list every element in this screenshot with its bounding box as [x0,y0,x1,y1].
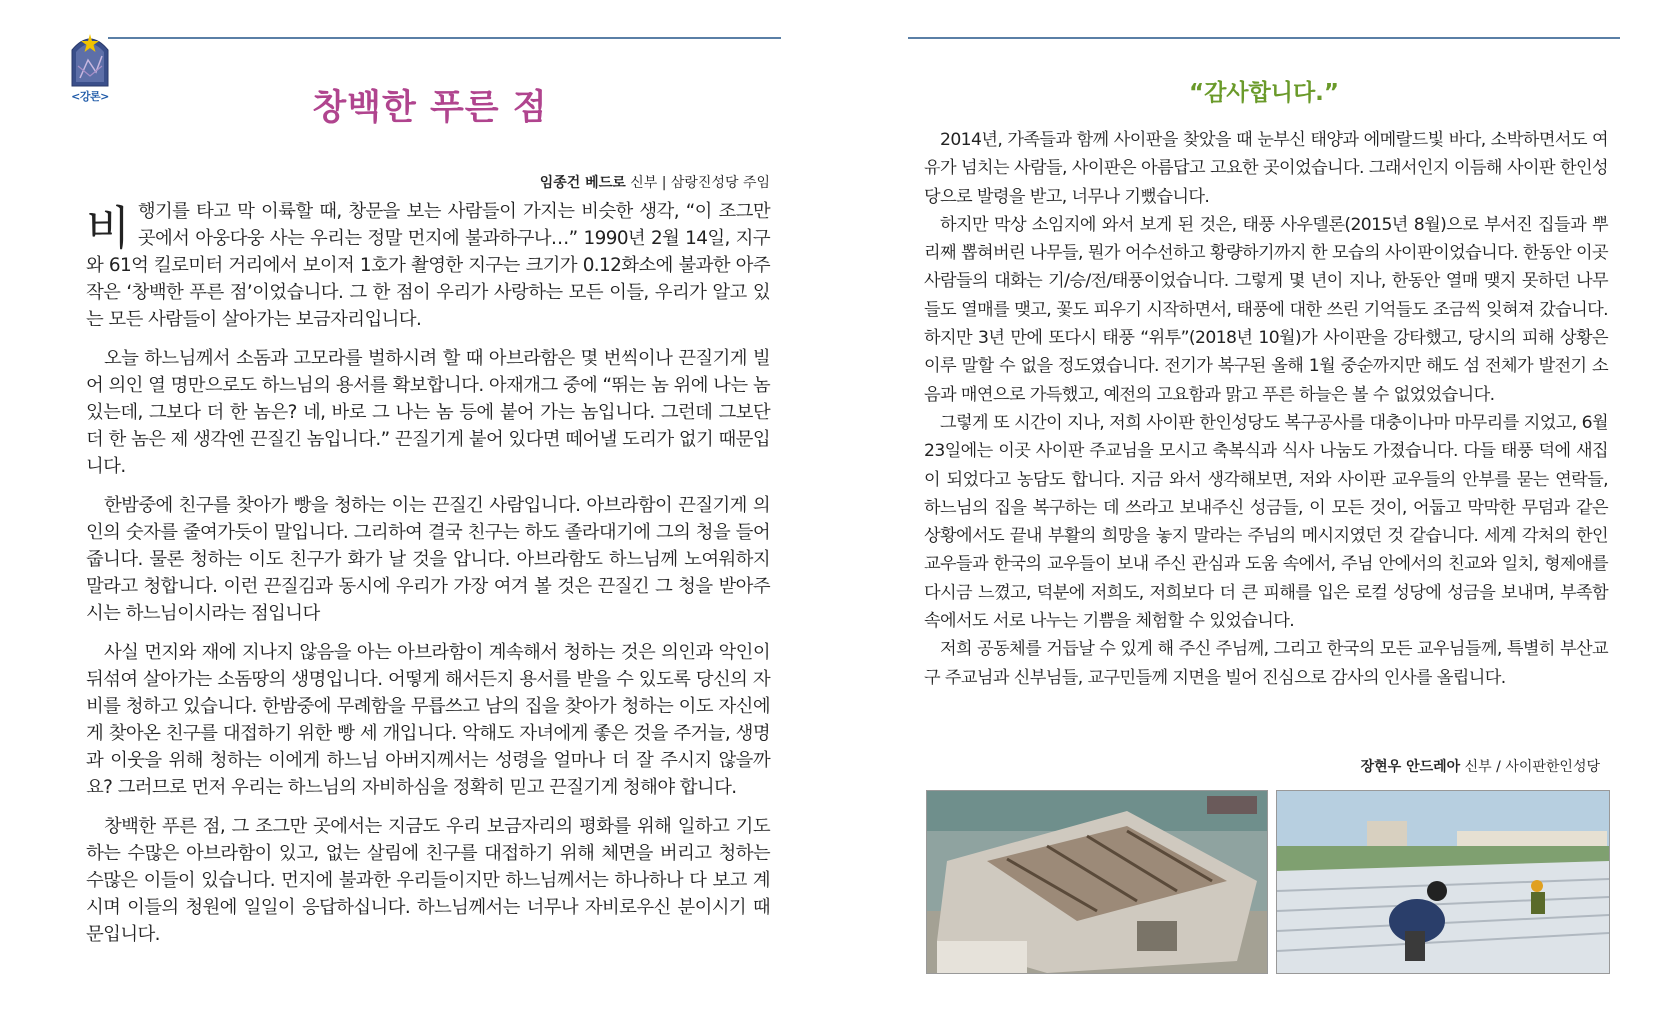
drop-cap: 비 [86,201,130,255]
left-paragraph-1-text: 행기를 타고 막 이륙할 때, 창문을 보는 사람들이 가지는 비슷한 생각, “이 조그만 곳에서 아웅다웅 사는 우리는 정말 먼지에 불과하구나…” 1990년 2월 14일, 지구와 61억 킬로미터 거리에서 보이저 1호가 촬영한 지구는 크기가 0.12화소에 불과한 아주 작은 ‘창백한 푸른 점’이었습니다. 그 한 점이 우리가 사랑하는 모든 이들, 우리가 알고 있는 모든 사람들이 살아가는 보금자리입니다. [86,201,770,330]
left-paragraph-4: 사실 먼지와 재에 지나지 않음을 아는 아브라함이 계속해서 청하는 것은 의인과 악인이 뒤섞여 살아가는 소돔땅의 생명입니다. 어떻게 해서든지 용서를 받을 수 있도록 당신의 자비를 청하고 있습니다. 한밤중에 무례함을 무릅쓰고 남의 집을 찾아가 청하는 이도 자신에게 찾아온 친구를 대접하기 위한 빵 세 개입니다. 악해도 자녀에게 좋은 것을 주거늘, 생명과 이웃을 위해 청하는 이에게 하느님 아버지께서는 성령을 얼마나 더 잘 주시지 않을까요? 그러므로 먼저 우리는 하느님의 자비하심을 정확히 믿고 끈질기게 청해야 합니다. [86,642,770,798]
left-author-name: 임종건 베드로 [539,175,626,191]
left-byline [540,172,770,192]
left-article-body [86,198,770,960]
right-author-name: 장현우 안드레아 [1360,759,1461,775]
right-paragraph-3: 그렇게 또 시간이 지나, 저희 사이판 한인성당도 복구공사를 대충이나마 마무리를 지었고, 6월 23일에는 이곳 사이판 주교님을 모시고 축복식과 식사 나눔도 가졌습니다. 다들 태풍 덕에 새집이 되었다고 농담도 합니다. 지금 와서 생각해보면, 저와 사이판 교우들의 안부를 묻는 연락들, 하느님의 집을 복구하는 데 쓰라고 보내주신 성금들, 이 모든 것이, 어둡고 막막한 무덤과 같은 상황에서도 끝내 부활의 희망을 놓지 말라는 주님의 메시지였던 것 같습니다. 세계 각처의 한인교우들과 한국의 교우들이 보내 주신 관심과 도움 속에서, 주님 안에서의 친교와 일치, 형제애를 다시금 느꼈고, 덕분에 저희도, 저희보다 더 큰 피해를 입은 로컬 성당에 성금을 보내며, 부족함 속에서도 서로 나누는 기쁨을 체험할 수 있었습니다. [924,412,1608,632]
right-byline [1361,756,1600,776]
top-rule-left [108,37,781,39]
right-article-body [924,126,1608,692]
left-author-role: 신부 | 삼랑진성당 주임 [625,175,770,191]
top-rule-right [908,37,1620,39]
roof-repair-photo [1276,790,1610,974]
logo-label: <강론> [71,90,109,103]
right-article-title: “감사합니다.” [1188,80,1340,106]
right-paragraph-2: 하지만 막상 소임지에 와서 보게 된 것은, 태풍 사우델론(2015년 8월)으로 부서진 집들과 뿌리째 뽑혀버린 나무들, 뭔가 어수선하고 황량하기까지 한 모습의 사이판이었습니다. 한동안 이곳 사람들의 대화는 기/승/전/태풍이었습니다. 그렇게 몇 년이 지나, 한동안 열매 맺지 못하던 나무들도 열매를 맺고, 꽃도 피우기 시작하면서, 태풍에 대한 쓰린 기억들도 조금씩 잊혀져 갔습니다. 하지만 3년 만에 또다시 태풍 “위투”(2018년 10월)가 사이판을 강타했고, 당시의 피해 상황은 이루 말할 수 없을 정도였습니다. 전기가 복구된 올해 1월 중순까지만 해도 섬 전체가 발전기 소음과 매연으로 가득했고, 예전의 고요함과 맑고 푸른 하늘은 볼 수 없었었습니다. [924,214,1608,405]
left-paragraph-5: 창백한 푸른 점, 그 조그만 곳에서는 지금도 우리 보금자리의 평화를 위해 일하고 기도하는 수많은 아브라함이 있고, 없는 살림에 친구를 대접하기 위해 체면을 버리고 청하는 수많은 이들이 있습니다. 먼지에 불과한 우리들이지만 하느님께서는 하나하나 다 보고 계시며 이들의 청원에 일일이 응답하십니다. 하느님께서는 너무나 자비로우신 분이시기 때문입니다. [86,816,770,945]
right-author-role: 신부 / 사이판한인성당 [1460,759,1600,775]
left-article-title: 창백한 푸른 점 [312,88,548,128]
left-paragraph-2: 오늘 하느님께서 소돔과 고모라를 벌하시려 할 때 아브라함은 몇 번씩이나 끈질기게 빌어 의인 열 명만으로도 하느님의 용서를 확보합니다. 아재개그 중에 “뛰는 놈 위에 나는 놈 있는데, 그보다 더 한 놈은? 네, 바로 그 나는 놈 등에 붙어 가는 놈입니다. 그런데 그보단 더 한 놈은 제 생각엔 끈질긴 놈입니다.” 끈질기게 붙어 있다면 떼어낼 도리가 없기 때문입니다. [86,348,770,477]
right-paragraph-4: 저희 공동체를 거듭날 수 있게 해 주신 주님께, 그리고 한국의 모든 교우님들께, 특별히 부산교구 주교님과 신부님들, 교구민들께 지면을 빌어 진심으로 감사의 인사를 올립니다. [924,639,1608,688]
right-paragraph-1: 2014년, 가족들과 함께 사이판을 찾았을 때 눈부신 태양과 에메랄드빛 바다, 소박하면서도 여유가 넘치는 사람들, 사이판은 아름답고 고요한 곳이었습니다. 그래서인지 이듬해 사이판 한인성당으로 발령을 받고, 너무나 기뻤습니다. [924,130,1608,207]
left-paragraph-1 [86,198,770,333]
left-paragraph-3: 한밤중에 친구를 찾아가 빵을 청하는 이는 끈질긴 사람입니다. 아브라함이 끈질기게 의인의 숫자를 줄여가듯이 말입니다. 그리하여 결국 친구는 하도 졸라대기에 그의 청을 들어줍니다. 물론 청하는 이도 친구가 화가 날 것을 압니다. 아브라함도 하느님께 노여워하지 말라고 청합니다. 이런 끈질김과 동시에 우리가 가장 여겨 볼 것은 끈질긴 그 청을 받아주시는 하느님이시라는 점입니다 [86,495,770,624]
damaged-building-photo [926,790,1268,974]
